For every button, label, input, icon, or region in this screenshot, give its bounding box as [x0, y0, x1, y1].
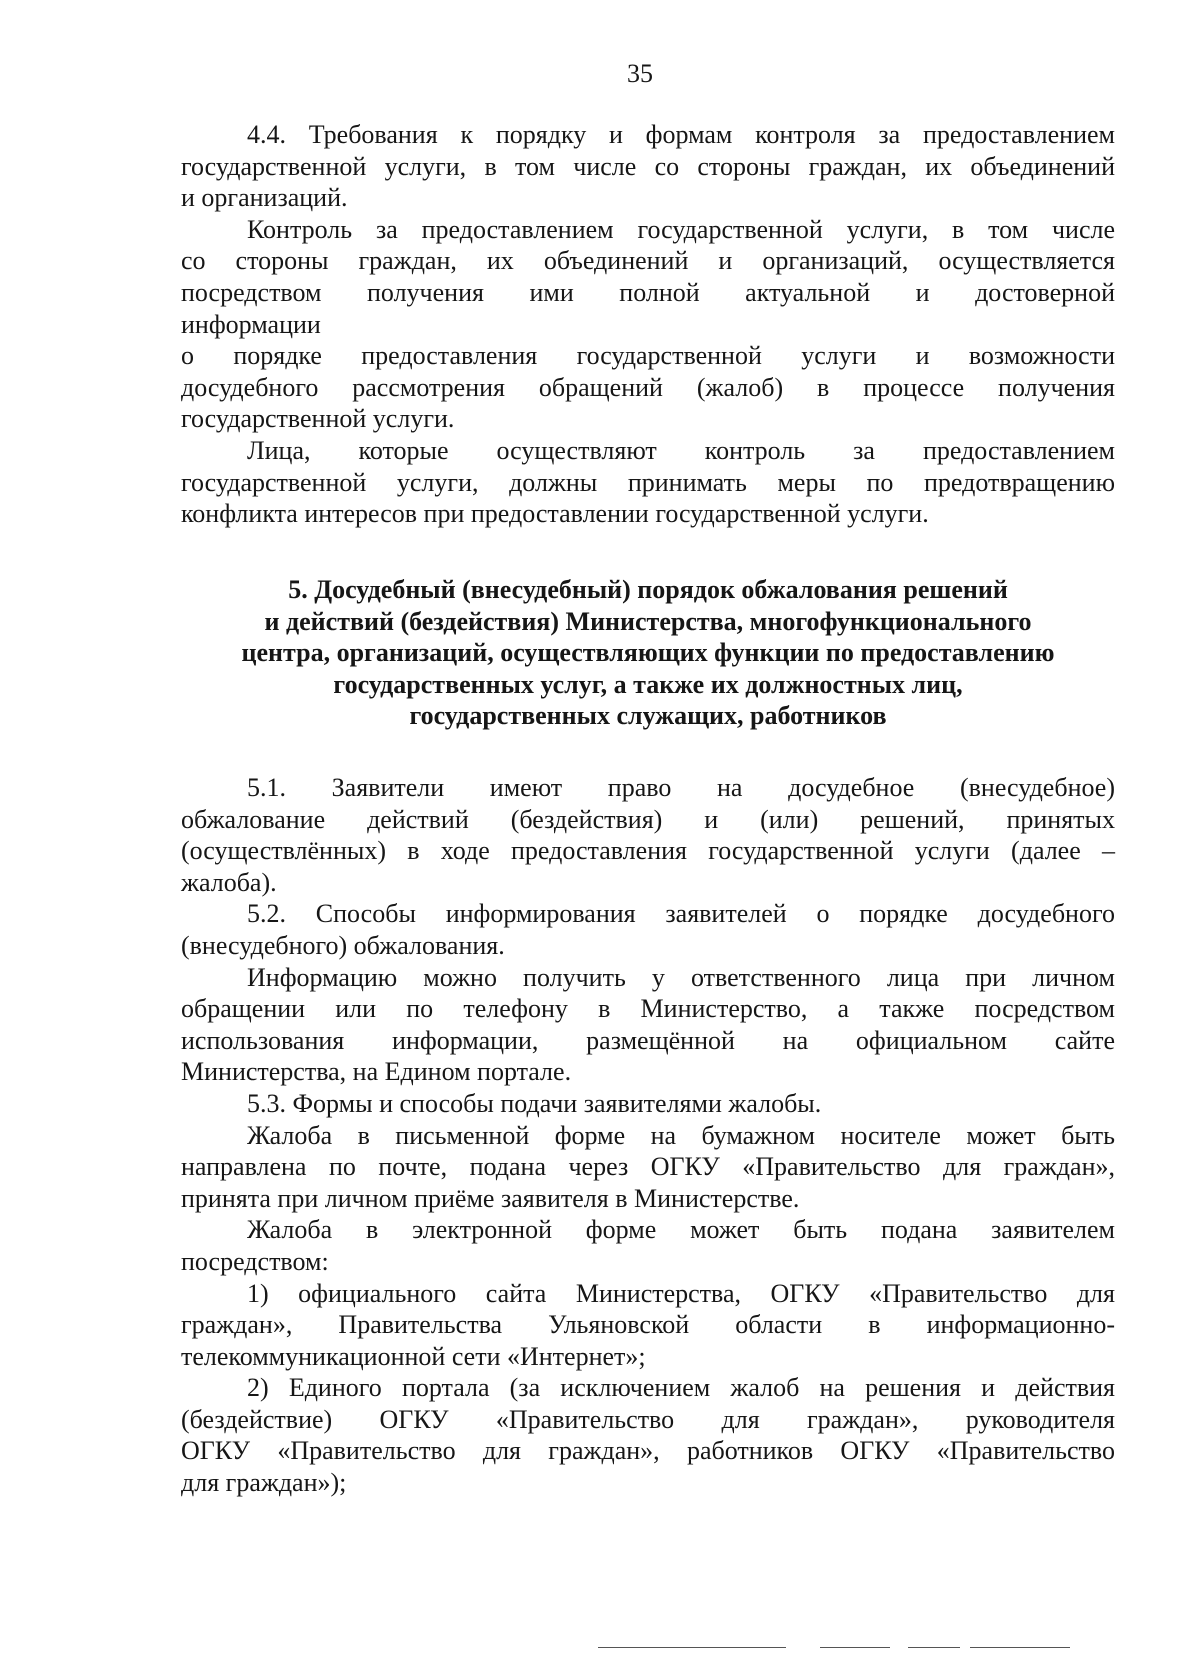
page-number: 35 — [627, 59, 653, 88]
heading-line: центра, организаций, осуществляющих функции по предоставлению — [241, 638, 1055, 668]
text-line: принята при личном приёме заявителя в Министерстве. — [181, 1183, 800, 1213]
scan-artifact-line — [598, 1647, 786, 1648]
text-line: государственной услуги, в том числе со стороны граждан, их объединений — [181, 151, 1115, 181]
section-5-text — [181, 772, 1115, 1499]
text-line: граждан», Правительства Ульяновской области в информационно- — [181, 1310, 1115, 1340]
text-line: использования информации, размещённой на официальном сайте — [181, 1025, 1115, 1055]
text-line: обращении или по телефону в Министерство, а также посредством — [181, 994, 1115, 1024]
text-line: 1) официального сайта Министерства, ОГКУ «Правительство для — [247, 1278, 1115, 1308]
text-line: и организаций. — [181, 183, 348, 213]
section-4-4-text — [181, 119, 1115, 530]
text-line: Лица, которые осуществляют контроль за предоставлением — [247, 435, 1115, 465]
text-line: о порядке предоставления государственной услуги и возможности — [181, 341, 1115, 371]
text-line: Контроль за предоставлением государственной услуги, в том числе — [247, 214, 1115, 244]
scan-artifact-line — [820, 1647, 890, 1648]
heading-line: и действий (бездействия) Министерства, многофункционального — [264, 606, 1032, 636]
text-line: со стороны граждан, их объединений и организаций, осуществляется — [181, 246, 1115, 276]
text-line: для граждан»); — [181, 1468, 347, 1498]
text-line: ОГКУ «Правительство для граждан», работников ОГКУ «Правительство — [181, 1436, 1115, 1466]
text-line: 5.1. Заявители имеют право на досудебное (внесудебное) — [247, 773, 1115, 802]
text-line: 2) Единого портала (за исключением жалоб на решения и действия — [247, 1373, 1115, 1403]
text-line: 5.2. Способы информирования заявителей о порядке досудебного — [247, 899, 1115, 929]
text-line: (осуществлённых) в ходе предоставления государственной услуги (далее – — [181, 836, 1115, 866]
text-line: Жалоба в письменной форме на бумажном носителе может быть — [247, 1120, 1115, 1150]
text-line: (бездействие) ОГКУ «Правительство для граждан», руководителя — [181, 1404, 1115, 1434]
scan-artifact-line — [908, 1647, 960, 1648]
text-line: Министерства, на Едином портале. — [181, 1057, 572, 1087]
text-line: 4.4. Требования к порядку и формам контроля за предоставлением — [247, 120, 1115, 149]
text-line: обжалование действий (бездействия) и (или) решений, принятых — [181, 804, 1115, 834]
text-line: направлена по почте, подана через ОГКУ «Правительство для граждан», — [181, 1152, 1115, 1182]
text-line: досудебного рассмотрения обращений (жалоб) в процессе получения — [181, 372, 1115, 402]
text-line: (внесудебного) обжалования. — [181, 930, 505, 960]
heading-line: 5. Досудебный (внесудебный) порядок обжалования решений — [288, 575, 1008, 604]
text-line: посредством: — [181, 1246, 329, 1276]
text-line: посредством получения ими полной актуальной и достоверной — [181, 277, 1115, 307]
heading-line: государственных услуг, а также их должностных лиц, — [333, 669, 963, 699]
heading-line: государственных служащих, работников — [409, 701, 887, 731]
text-line: государственной услуги, должны принимать меры по предотвращению — [181, 467, 1115, 497]
scan-artifact-line — [970, 1647, 1070, 1648]
text-line: жалоба). — [181, 867, 277, 897]
text-line: телекоммуникационной сети «Интернет»; — [181, 1341, 646, 1371]
text-line: информации — [181, 309, 321, 339]
text-line: 5.3. Формы и способы подачи заявителями жалобы. — [247, 1088, 822, 1118]
text-line: конфликта интересов при предоставлении государственной услуги. — [181, 499, 929, 529]
section-5-heading — [181, 574, 1115, 732]
text-line: Жалоба в электронной форме может быть подана заявителем — [247, 1215, 1115, 1245]
text-line: Информацию можно получить у ответственного лица при личном — [247, 962, 1115, 992]
text-line: государственной услуги. — [181, 404, 455, 434]
